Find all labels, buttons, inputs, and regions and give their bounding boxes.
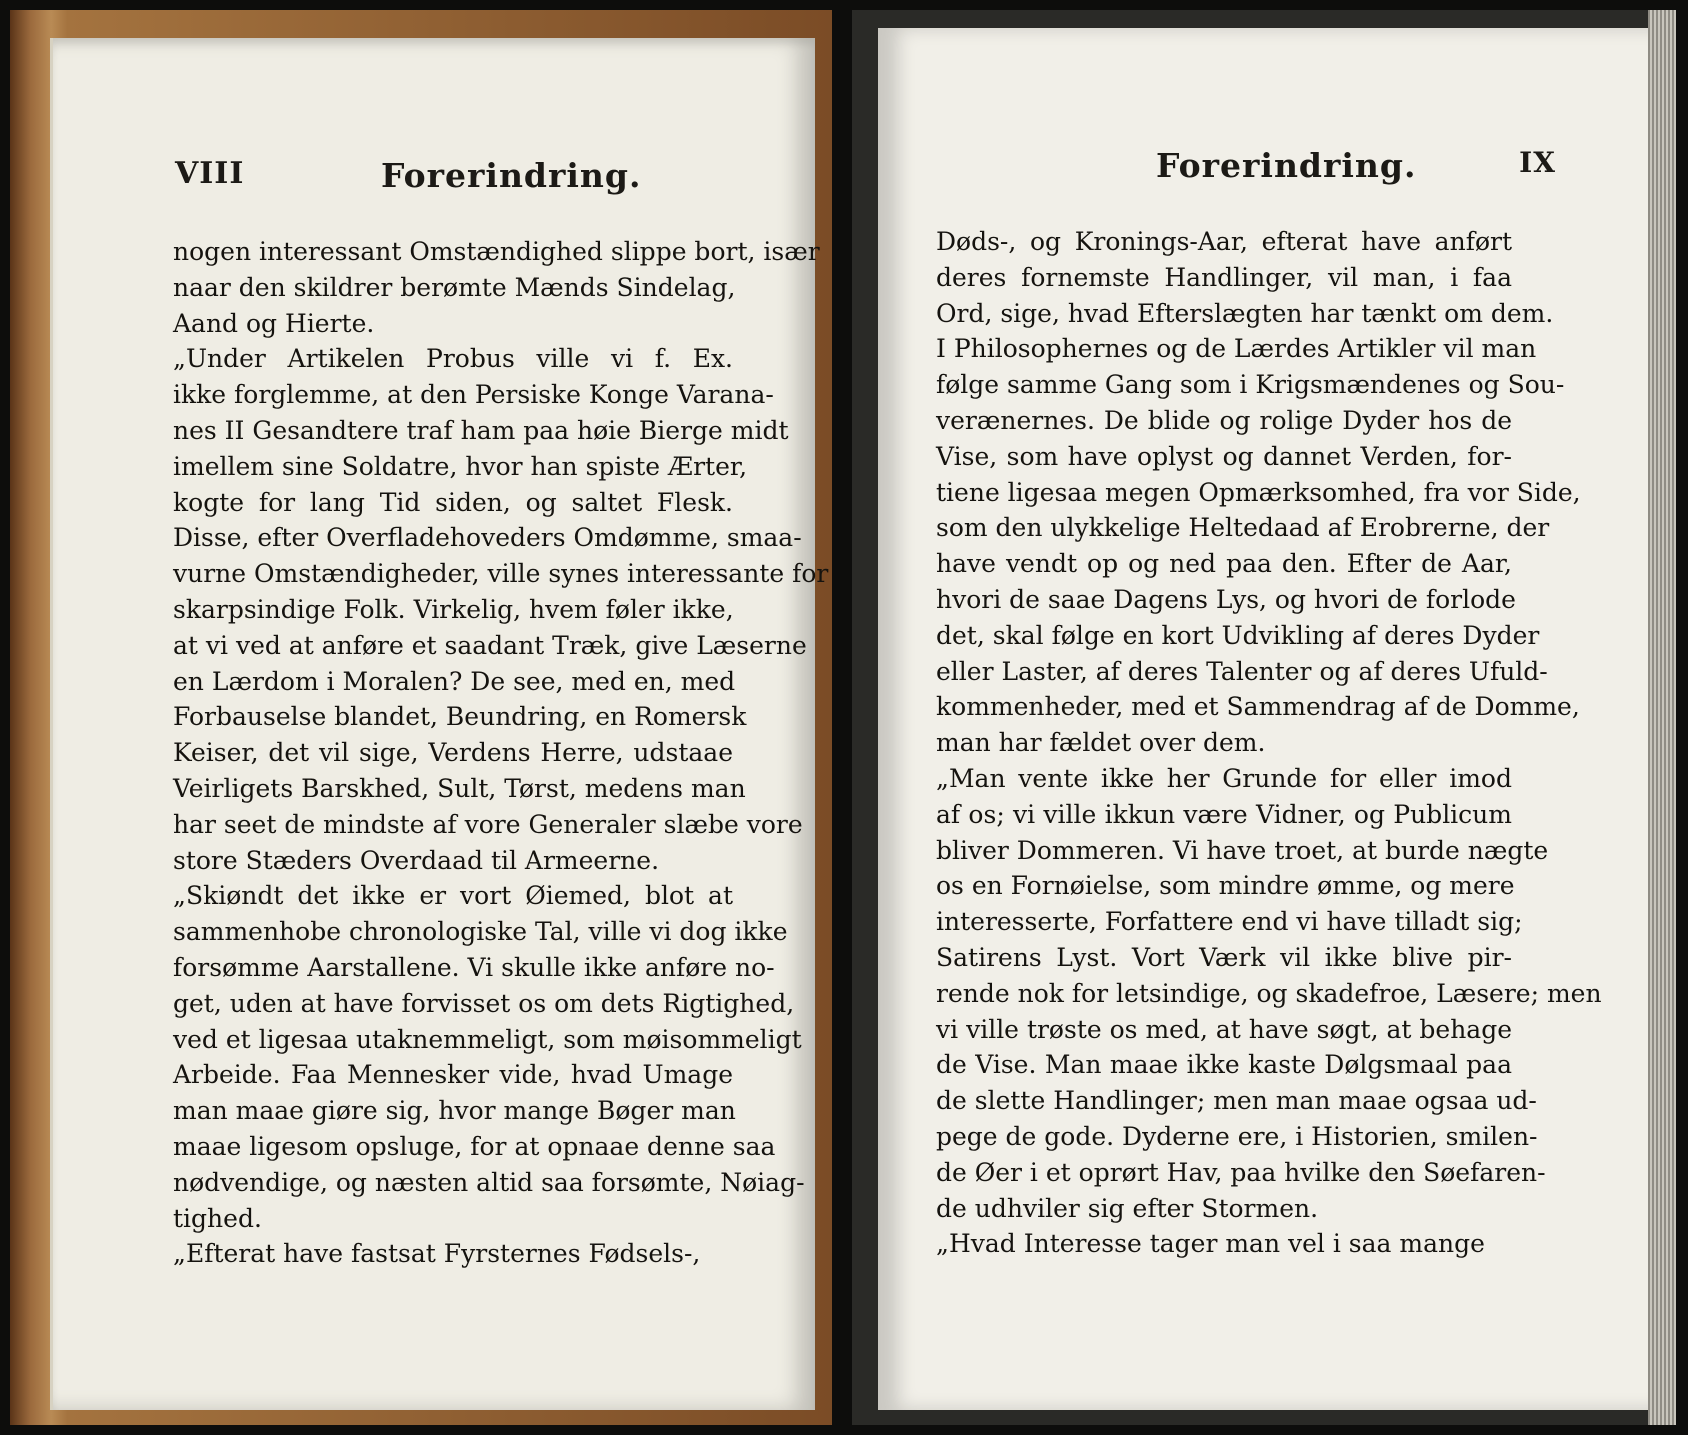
text-line: vi ville trøste os med, at have søgt, at behage [936,1014,1512,1044]
left-page-text [173,234,829,1272]
text-line: naar den skildrer berømte Mænds Sindelag, [173,272,736,302]
text-line: hvori de saae Dagens Lys, og hvori de forlode [936,584,1516,614]
page-edges [1648,10,1676,1425]
text-line: eller Laster, af deres Talenter og af deres Ufuld- [936,656,1548,686]
page-number: IX [1519,146,1556,179]
text-line: pege de gode. Dyderne ere, i Historien, smilen- [936,1121,1538,1151]
text-line: „Skiøndt det ikke er vort Øiemed, blot at [173,881,733,911]
text-line: Keiser, det vil sige, Verdens Herre, udstaae [173,738,733,768]
right-page-text [936,224,1602,1262]
text-line: Ord, sige, hvad Efterslægten har tænkt om dem. [936,298,1554,328]
text-line: de Vise. Man maae ikke kaste Dølgsmaal paa [936,1050,1512,1080]
text-line: af os; vi ville ikkun være Vidner, og Publicum [936,799,1512,829]
running-title: Forerindring. [1156,146,1417,185]
text-line: man maae giøre sig, hvor mange Bøger man [173,1096,736,1126]
text-line: I Philosophernes og de Lærdes Artikler vil man [936,334,1537,364]
text-line: ikke forglemme, at den Persiske Konge Varana- [173,380,774,410]
text-line: bliver Dommeren. Vi have troet, at burde nægte [936,835,1549,865]
text-line: som den ulykkelige Heltedaad af Erobrerne, der [936,513,1550,543]
text-line: de udhviler sig efter Stormen. [936,1193,1319,1223]
text-line: interesserte, Forfattere end vi have tilladt sig; [936,907,1523,937]
text-line: Forbauselse blandet, Beundring, en Romersk [173,702,747,732]
text-line: Døds-, og Kronings-Aar, efterat have anført [936,227,1512,256]
text-line: skarpsindige Folk. Virkelig, hvem føler ikke, [173,594,734,624]
text-line: „Man vente ikke her Grunde for eller imod [936,763,1512,793]
right-page [878,28,1654,1410]
text-line: imellem sine Soldatre, hvor han spiste Ærter, [173,451,748,481]
text-line: en Lærdom i Moralen? De see, med en, med [173,666,736,696]
text-line: man har fældet over dem. [936,728,1266,758]
text-line: „Under Artikelen Probus ville vi f. Ex. [173,344,733,374]
text-line: verænernes. De blide og rolige Dyder hos de [936,405,1512,435]
text-line: store Stæders Overdaad til Armeerne. [173,845,660,875]
text-line: følge samme Gang som i Krigsmændenes og Sou- [936,370,1565,400]
text-line: „Hvad Interesse tager man vel i saa mange [936,1229,1485,1259]
page-number: VIII [175,156,245,191]
text-line: nes II Gesandtere traf ham paa høie Bierge midt [173,415,789,445]
text-line: nogen interessant Omstændighed slippe bort, især [173,237,820,266]
running-title: Forerindring. [381,156,642,195]
text-line: rende nok for letsindige, og skadefroe, Læsere; men [936,978,1602,1008]
text-line: tighed. [173,1203,262,1233]
text-line: kommenheder, med et Sammendrag af de Domme, [936,692,1580,722]
text-line: kogte for lang Tid siden, og saltet Flesk. [173,487,733,517]
text-line: det, skal følge en kort Udvikling af deres Dyder [936,620,1540,650]
text-line: de slette Handlinger; men man maae ogsaa ud- [936,1086,1537,1116]
text-line: get, uden at have forvisset os om dets Rigtighed, [173,988,795,1018]
text-line: Vise, som have oplyst og dannet Verden, for- [936,441,1512,471]
text-line: tiene ligesaa megen Opmærksomhed, fra vor Side, [936,477,1581,507]
text-line: have vendt op og ned paa den. Efter de Aar, [936,549,1512,579]
left-page-header [53,156,815,216]
right-page-header [878,146,1648,206]
left-page-photo [10,10,832,1425]
text-line: Aand og Hierte. [173,308,375,338]
text-line: ved et ligesaa utaknemmeligt, som møisommeligt [173,1024,802,1054]
text-line: forsømme Aarstallene. Vi skulle ikke anføre no- [173,952,775,982]
text-line: maae ligesom opsluge, for at opnaae denne saa [173,1131,776,1161]
text-line: Satirens Lyst. Vort Værk vil ikke blive pir- [936,942,1512,972]
text-line: deres fornemste Handlinger, vil man, i faa [936,262,1512,292]
text-line: at vi ved at anføre et saadant Træk, give Læserne [173,630,807,660]
text-line: sammenhobe chronologiske Tal, ville vi dog ikke [173,917,788,947]
text-line: os en Fornøielse, som mindre ømme, og mere [936,871,1515,901]
text-line: Disse, efter Overfladehoveders Omdømme, smaa- [173,523,802,553]
left-page [50,38,829,1410]
text-line: nødvendige, og næsten altid saa forsømte, Nøiag- [173,1167,805,1197]
text-line: Arbeide. Faa Mennesker vide, hvad Umage [173,1060,733,1090]
text-line: Veirligets Barskhed, Sult, Tørst, medens man [173,773,746,803]
text-line: de Øer i et oprørt Hav, paa hvilke den Søefaren- [936,1157,1546,1187]
text-line: „Efterat have fastsat Fyrsternes Fødsels-, [173,1239,701,1269]
text-line: vurne Omstændigheder, ville synes interessante for [173,559,829,589]
text-line: har seet de mindste af vore Generaler slæbe vore [173,809,803,839]
right-page-photo [852,10,1676,1425]
